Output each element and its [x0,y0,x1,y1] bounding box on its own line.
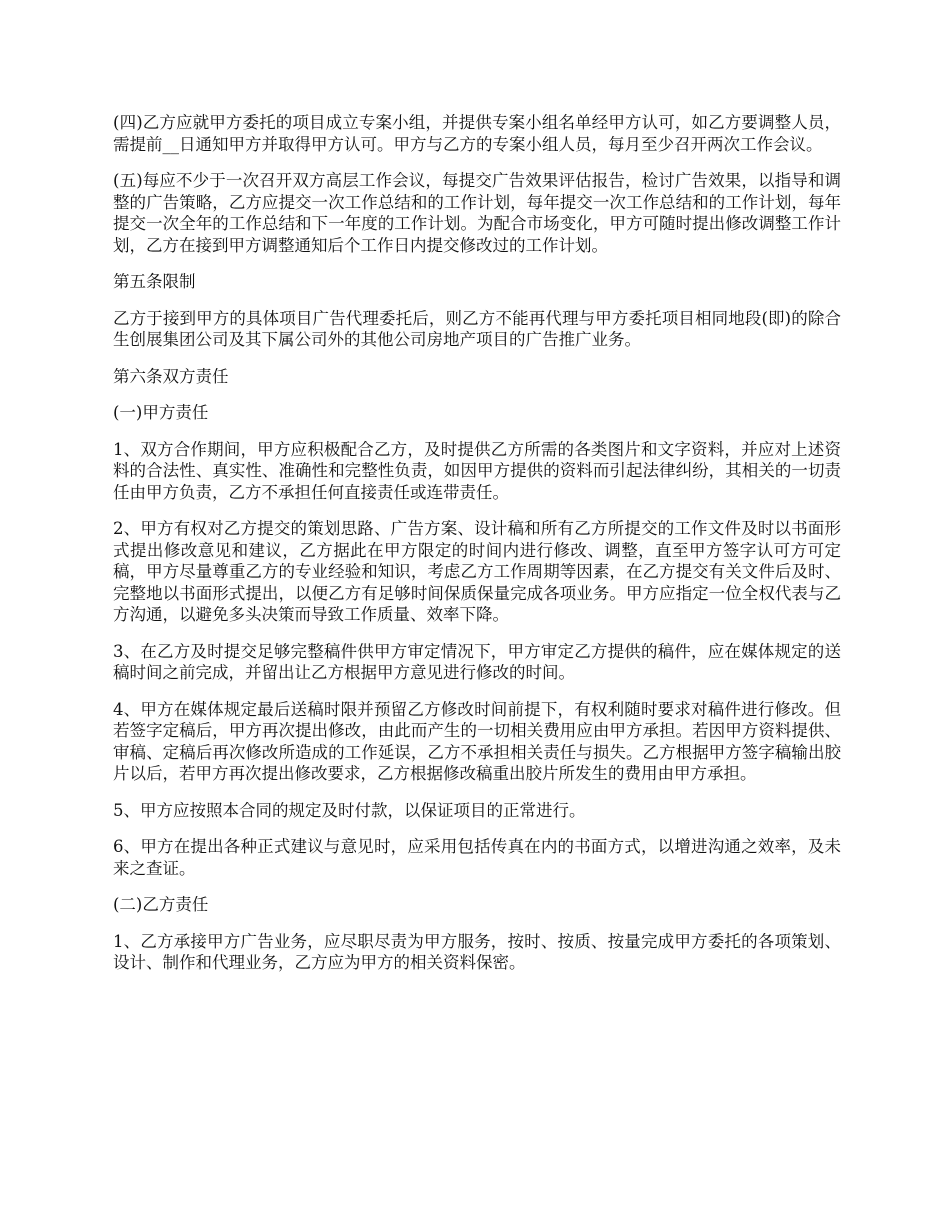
paragraph-party-a-item-3: 3、在乙方及时提交足够完整稿件供甲方审定情况下，甲方审定乙方提供的稿件，应在媒体规定的送稿时间之前完成，并留出让乙方根据甲方意见进行修改的时间。 [113,641,841,682]
paragraph-party-a-item-6: 6、甲方在提出各种正式建议与意见时，应采用包括传真在内的书面方式，以增进沟通之效率，及未来之查证。 [113,837,841,878]
paragraph-restriction: 乙方于接到甲方的具体项目广告代理委托后，则乙方不能再代理与甲方委托项目相同地段(即)的除合生创展集团公司及其下属公司外的其他公司房地产项目的广告推广业务。 [113,308,841,349]
paragraph-party-a-item-2: 2、甲方有权对乙方提交的策划思路、广告方案、设计稿和所有乙方所提交的工作文件及时以书面形式提出修改意见和建议，乙方据此在甲方限定的时间内进行修改、调整，直至甲方签字认可方可定稿，甲方尽量尊重乙方的专业经验和知识，考虑乙方工作周期等因素，在乙方提交有关文件后及时、完整地以书面形式提出，以便乙方有足够时间保质保量完成各项业务。甲方应指定一位全权代表与乙方沟通，以避免多头决策而导致工作质量、效率下降。 [113,519,841,624]
paragraph-party-a-item-4: 4、甲方在媒体规定最后送稿时限并预留乙方修改时间前提下，有权利随时要求对稿件进行修改。但若签字定稿后，甲方再次提出修改，由此而产生的一切相关费用应由甲方承担。若因甲方资料提供、审稿、定稿后再次修改所造成的工作延误，乙方不承担相关责任与损失。乙方根据甲方签字稿输出胶片以后，若甲方再次提出修改要求，乙方根据修改稿重出胶片所发生的费用由甲方承担。 [113,699,841,783]
paragraph-party-a-item-5: 5、甲方应按照本合同的规定及时付款，以保证项目的正常进行。 [113,800,586,820]
heading-article-5: 第五条限制 [113,272,196,291]
paragraph-team-clause: (四)乙方应就甲方委托的项目成立专案小组，并提供专案小组名单经甲方认可，如乙方要调整人员，需提前__日通知甲方并取得甲方认可。甲方与乙方的专案小组人员，每月至少召开两次工作会议。 [113,113,841,154]
paragraph-party-a-item-1: 1、双方合作期间，甲方应积极配合乙方，及时提供乙方所需的各类图片和文字资料，并应对上述资料的合法性、真实性、准确性和完整性负责，如因甲方提供的资料而引起法律纠纷，其相关的一切责任由甲方负责，乙方不承担任何直接责任或连带责任。 [113,439,841,502]
subheading-party-b: (二)乙方责任 [113,895,209,914]
subheading-party-a: (一)甲方责任 [113,403,209,422]
paragraph-meeting-clause: (五)每应不少于一次召开双方高层工作会议，每提交广告效果评估报告，检讨广告效果，以指导和调整的广告策略，乙方应提交一次工作总结和的工作计划，每年提交一次工作总结和的工作计划，每年提交一次全年的工作总结和下一年度的工作计划。为配合市场变化，甲方可随时提出修改调整工作计划，乙方在接到甲方调整通知后个工作日内提交修改过的工作计划。 [113,171,841,255]
document-page [113,112,841,989]
heading-article-6: 第六条双方责任 [113,366,229,386]
paragraph-party-b-item-1: 1、乙方承接甲方广告业务，应尽职尽责为甲方服务，按时、按质、按量完成甲方委托的各项策划、设计、制作和代理业务，乙方应为甲方的相关资料保密。 [113,931,841,972]
